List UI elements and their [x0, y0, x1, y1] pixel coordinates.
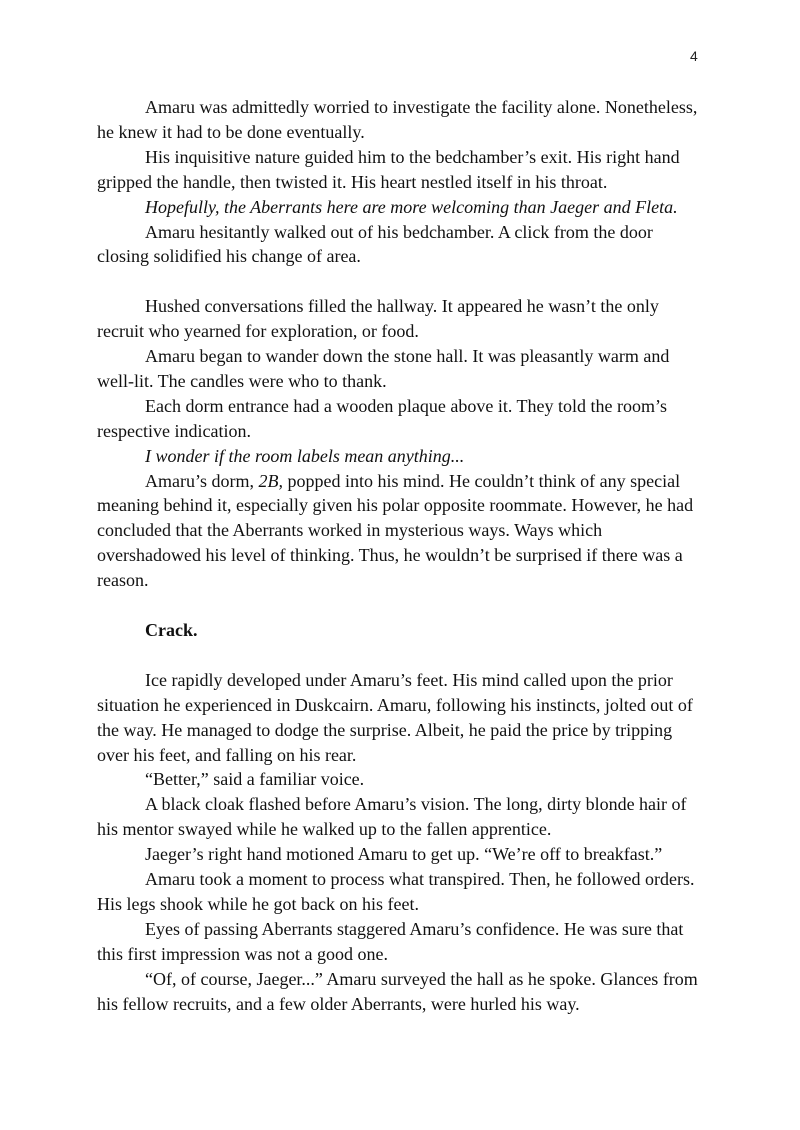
text-segment: Amaru took a moment to process what transpired. Then, he followed orders. His legs shook while he got back on his feet. — [97, 869, 695, 914]
paragraph — [97, 917, 703, 967]
paragraph — [97, 394, 703, 444]
paragraph — [97, 792, 703, 842]
paragraph — [97, 668, 703, 768]
blank-line — [97, 269, 703, 294]
italic-thought-paragraph — [97, 444, 703, 469]
paragraph — [97, 220, 703, 270]
paragraph — [97, 867, 703, 917]
text-segment: His inquisitive nature guided him to the bedchamber’s exit. His right hand gripped the handle, then twisted it. His heart nestled itself in his throat. — [97, 146, 680, 192]
paragraph — [97, 95, 703, 145]
text-segment: “Better,” said a familiar voice. — [145, 769, 365, 790]
paragraph — [97, 294, 703, 344]
text-segment: popped into his mind. He couldn’t think of any special meaning behind it, especially given his polar opposite roommate. However, he had concluded that the Aberrants worked in mysterious ways. Ways which overshadowed his level of thinking. Thus, he wouldn’t be surprised if there was a reason. — [97, 470, 694, 591]
text-segment: Hopefully, the Aberrants here are more welcoming than Jaeger and Fleta. — [145, 196, 678, 217]
text-segment: Each dorm entrance had a wooden plaque above it. They told the room’s respective indication. — [97, 395, 667, 441]
paragraph — [97, 967, 703, 1017]
blank-line — [97, 643, 703, 668]
text-segment: I wonder if the room labels mean anything... — [145, 445, 465, 466]
italic-thought-paragraph — [97, 195, 703, 220]
paragraph — [97, 767, 703, 792]
body-text — [97, 95, 703, 1016]
text-segment: Amaru hesitantly walked out of his bedchamber. A click from the door closing solidified his change of area. — [97, 221, 653, 267]
text-segment: Eyes of passing Aberrants staggered Amaru’s confidence. He was sure that this first impression was not a good one. — [97, 918, 684, 964]
text-segment: Hushed conversations filled the hallway. It appeared he wasn’t the only recruit who yearned for exploration, or food. — [97, 296, 659, 342]
text-segment: Jaeger’s right hand motioned Amaru to get up. “We’re off to breakfast.” — [145, 844, 663, 865]
text-segment: Amaru was admittedly worried to investigate the facility alone. Nonetheless, he knew it had to be done eventually. — [97, 97, 698, 142]
italic-segment: 2B, — [258, 470, 283, 491]
paragraph — [97, 145, 703, 195]
text-segment: A black cloak flashed before Amaru’s vision. The long, dirty blonde hair of his mentor swayed while he walked up to the fallen apprentice. — [97, 794, 687, 840]
text-segment: “Of, of course, Jaeger...” Amaru surveyed the hall as he spoke. Glances from his fellow recruits, and a few older Aberrants, were hurled his way. — [97, 968, 698, 1014]
bold-heading-paragraph — [97, 618, 703, 643]
text-segment: Crack. — [145, 620, 198, 640]
paragraph — [97, 842, 703, 867]
page-number: 4 — [690, 48, 698, 64]
paragraph — [97, 344, 703, 394]
text-segment: Ice rapidly developed under Amaru’s feet. His mind called upon the prior situation he experienced in Duskcairn. Amaru, following his instincts, jolted out of the way. He managed to dodge the surprise. Albeit, he paid the price by tripping over his feet, and falling on his rear. — [97, 669, 693, 765]
paragraph — [97, 469, 703, 594]
blank-line — [97, 593, 703, 618]
text-segment: Amaru’s dorm, — [145, 470, 259, 491]
text-segment: Amaru began to wander down the stone hall. It was pleasantly warm and well-lit. The candles were who to thank. — [97, 346, 670, 391]
